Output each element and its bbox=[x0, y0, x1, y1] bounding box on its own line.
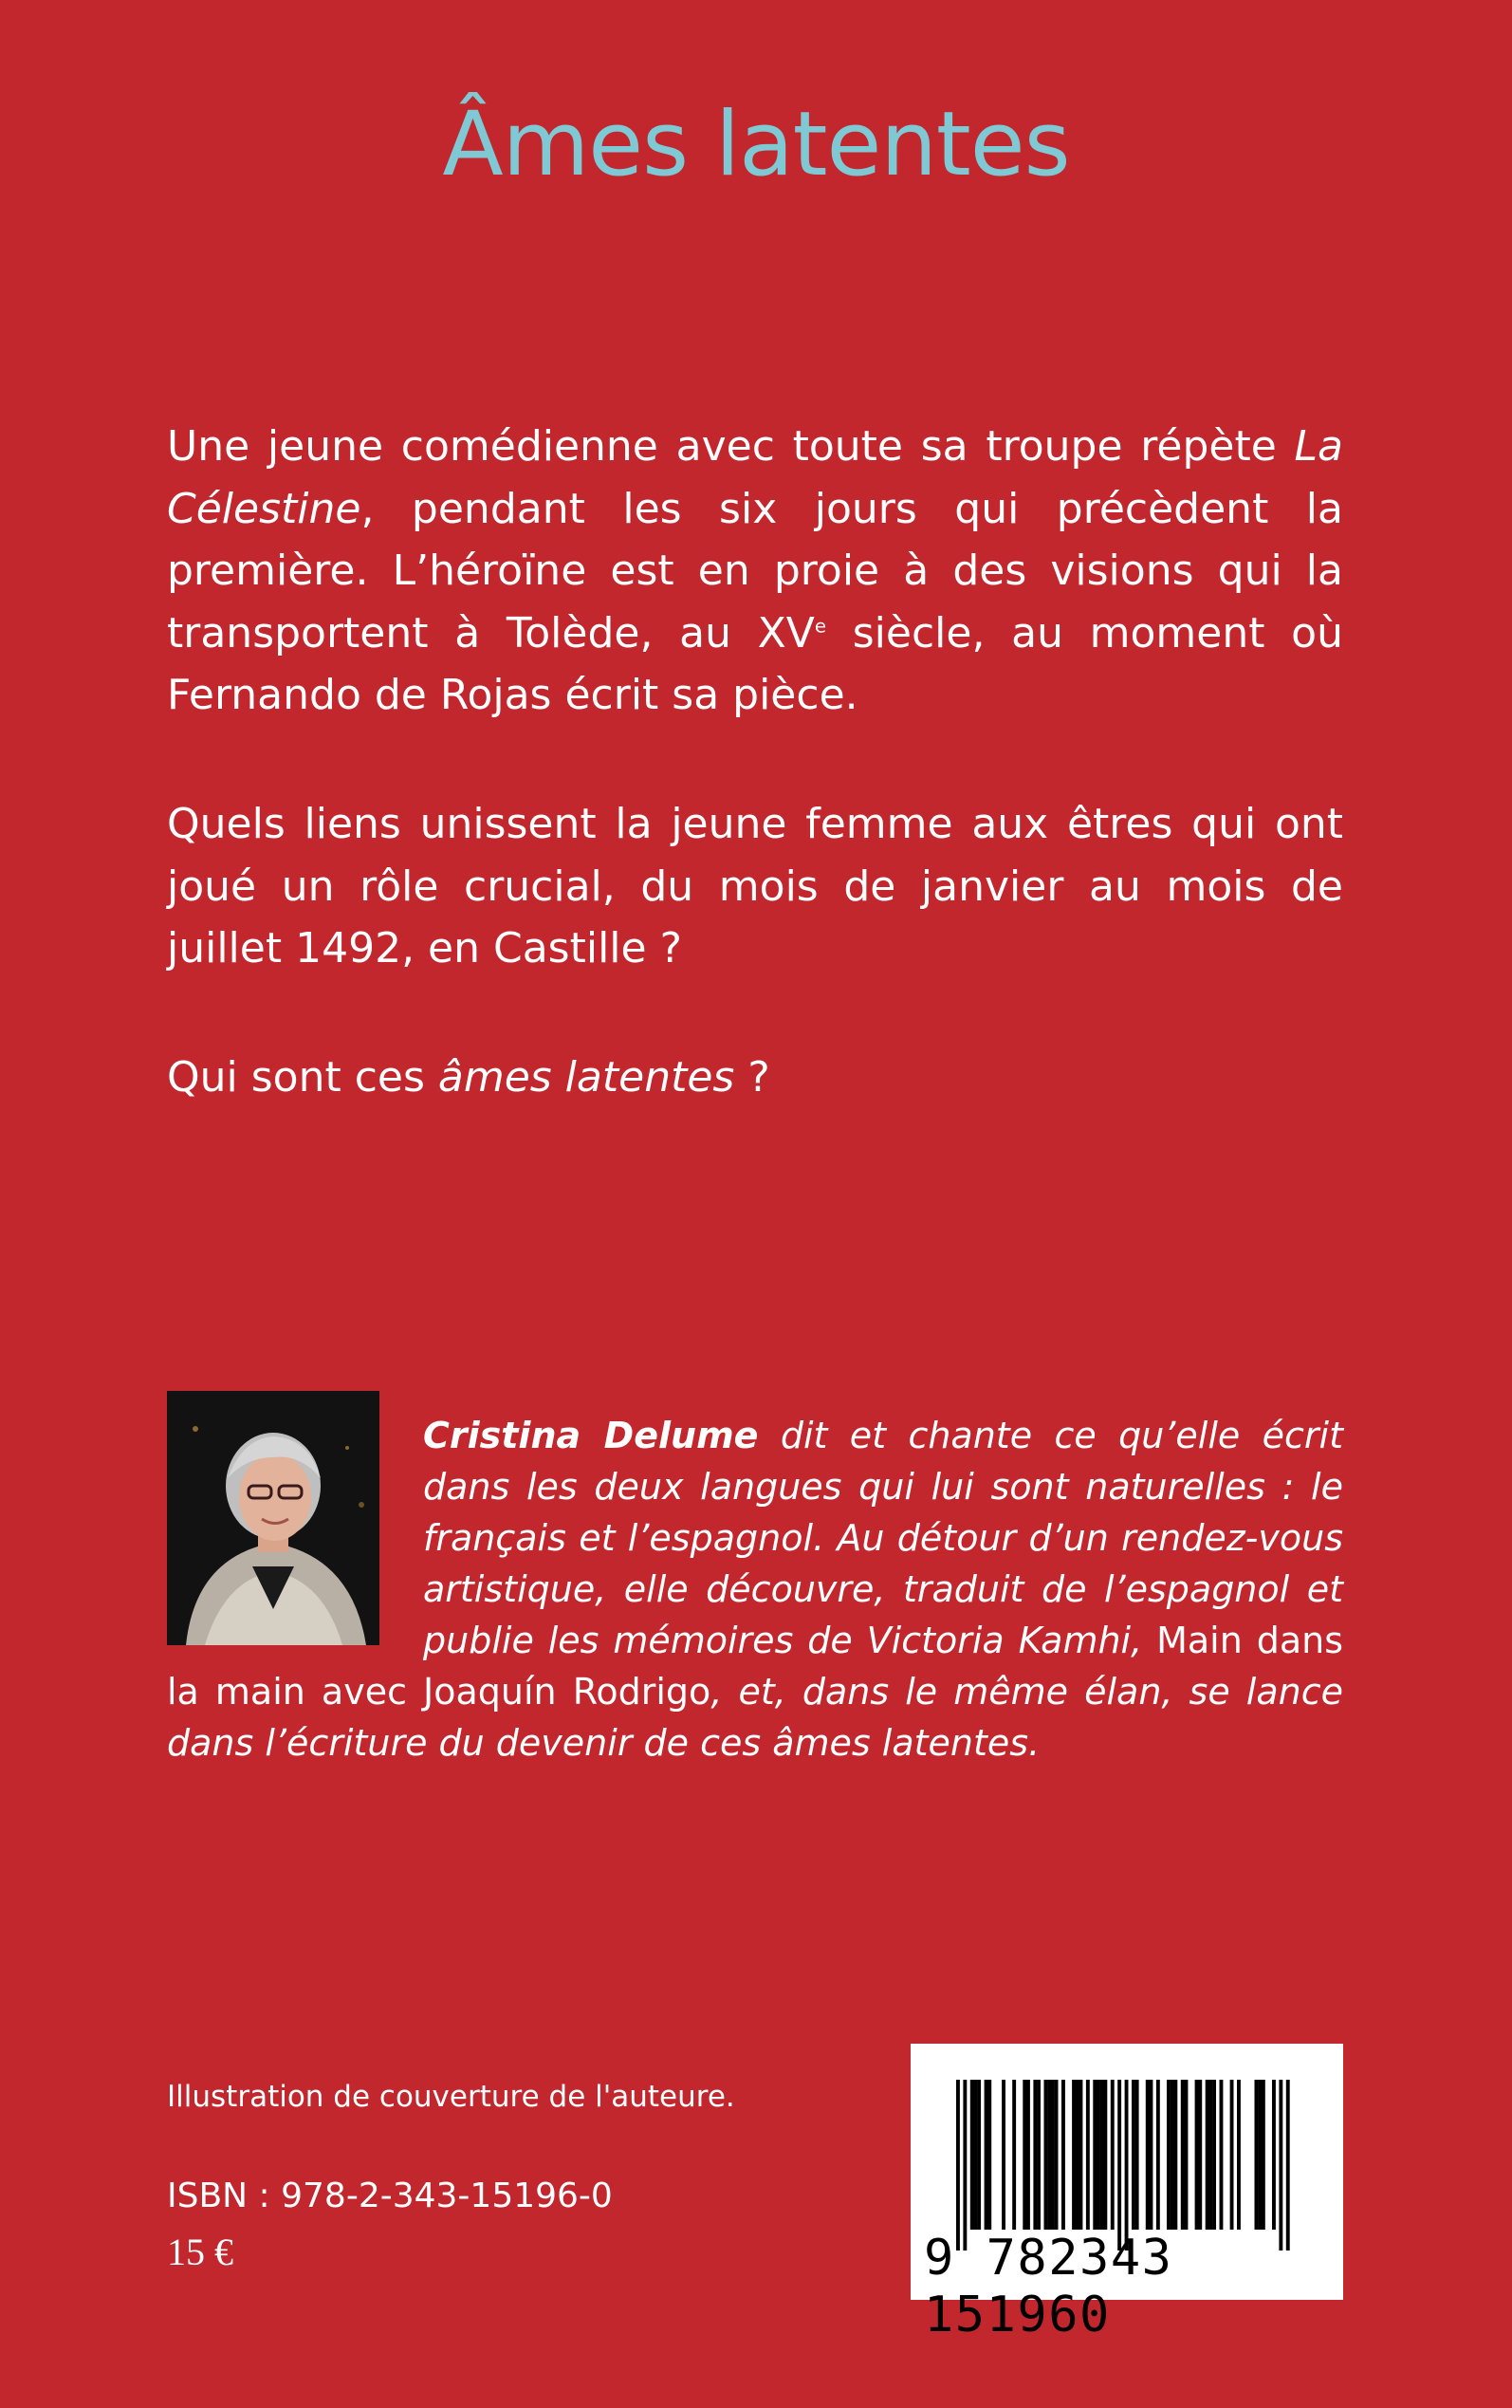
barcode-bar bbox=[1132, 2080, 1135, 2230]
barcode-bar bbox=[1286, 2080, 1290, 2251]
barcode-bar bbox=[1167, 2080, 1171, 2230]
barcode-bar bbox=[1044, 2080, 1048, 2230]
barcode-bar bbox=[1237, 2080, 1241, 2230]
barcode-bar bbox=[1055, 2080, 1059, 2230]
blurb-paragraph-2: Quels liens unissent la jeune femme aux êtres qui ont joué un rôle crucial, du mois de janvier au mois de juillet 1492, en Castille ? bbox=[167, 800, 1343, 972]
author-photo bbox=[167, 1391, 379, 1645]
barcode-bar bbox=[1117, 2080, 1121, 2251]
barcode-bar bbox=[987, 2080, 991, 2230]
barcode-bar bbox=[974, 2080, 978, 2230]
blurb-text: siècle, au moment où Fernando de Rojas écrit sa pièce. bbox=[167, 608, 1343, 719]
barcode-bar bbox=[1135, 2080, 1139, 2230]
barcode-bar bbox=[1097, 2080, 1100, 2230]
barcode-bar bbox=[977, 2080, 981, 2230]
barcode-bar bbox=[1086, 2080, 1090, 2230]
blurb-emphasis: âmes latentes bbox=[437, 1053, 735, 1102]
barcode-bar bbox=[1002, 2080, 1005, 2230]
author-bio-block bbox=[167, 1391, 1343, 1769]
barcode-bar bbox=[1181, 2080, 1185, 2230]
barcode-bar bbox=[1279, 2080, 1282, 2251]
barcode-bar bbox=[1103, 2080, 1107, 2230]
blurb-text: , pendant les six jours qui précèdent la première. L’héroïne est en proie à des visions qui la transportent à Tolède, au XV bbox=[167, 484, 1343, 658]
barcode-bar bbox=[1185, 2080, 1189, 2230]
barcode-bar bbox=[1146, 2080, 1150, 2230]
blurb-paragraph-3 bbox=[167, 1047, 1343, 1109]
bio-text: dit et chante ce qu’elle écrit dans les deux langues qui lui sont naturelles : le français et l’espagnol. Au détour d’un rendez-vous artistique, elle découvre, traduit de l’espagnol et publie les mémoires de Victoria Kamhi, bbox=[423, 1415, 1343, 1661]
barcode-bar bbox=[1156, 2080, 1160, 2230]
bio-text: , et, dans le même élan, se lance dans l’écriture du devenir de ces âmes latentes. bbox=[167, 1671, 1343, 1764]
barcode-bar bbox=[963, 2080, 967, 2251]
barcode-bar bbox=[1195, 2080, 1199, 2230]
blurb-paragraph-1 bbox=[167, 416, 1343, 727]
blurb-text: Qui sont ces bbox=[167, 1053, 438, 1102]
cover-credit: Illustration de couverture de l'auteure. bbox=[167, 2080, 735, 2114]
blurb-text: ? bbox=[734, 1053, 770, 1102]
blurb-text: Une jeune comédienne avec toute sa troupe répète bbox=[167, 422, 1295, 471]
barcode-bar bbox=[1100, 2080, 1104, 2230]
play-title: La Célestine bbox=[167, 422, 1343, 533]
barcode-bar bbox=[1258, 2080, 1262, 2230]
author-portrait-image bbox=[167, 1391, 379, 1645]
barcode-bar bbox=[1051, 2080, 1055, 2230]
book-title: Âmes latentes bbox=[442, 93, 1070, 196]
barcode bbox=[911, 2044, 1343, 2343]
barcode-bar bbox=[1047, 2080, 1051, 2230]
author-book-title: Main dans la main avec Joaquín Rodrigo bbox=[167, 1620, 1343, 1713]
barcode-bar bbox=[1061, 2080, 1065, 2230]
barcode-bar bbox=[1076, 2080, 1079, 2230]
barcode-bar bbox=[1212, 2080, 1216, 2230]
barcode-bar bbox=[1111, 2080, 1115, 2230]
barcode-bar bbox=[956, 2080, 960, 2251]
barcode-bar bbox=[1033, 2080, 1037, 2230]
barcode-bar bbox=[1171, 2080, 1174, 2230]
century-superscript: e bbox=[814, 614, 827, 637]
barcode-bar bbox=[1173, 2080, 1177, 2230]
isbn: ISBN : 978-2-343-15196-0 bbox=[167, 2176, 613, 2215]
barcode-bar bbox=[1208, 2080, 1212, 2230]
barcode-bar bbox=[1037, 2080, 1041, 2230]
barcode-bar bbox=[970, 2080, 974, 2230]
author-name: Cristina Delume bbox=[423, 1415, 759, 1456]
barcode-bar bbox=[1072, 2080, 1076, 2230]
barcode-bar bbox=[1079, 2080, 1083, 2230]
barcode-bar bbox=[1026, 2080, 1030, 2230]
barcode-bar bbox=[1206, 2080, 1209, 2230]
barcode-bar bbox=[1198, 2080, 1202, 2230]
barcode-bar bbox=[1262, 2080, 1265, 2230]
barcode-bar bbox=[1012, 2080, 1016, 2230]
barcode-bar bbox=[1093, 2080, 1097, 2230]
barcode-bar bbox=[1125, 2080, 1129, 2251]
barcode-bar bbox=[1255, 2080, 1259, 2230]
price: 15 € bbox=[167, 2231, 233, 2273]
barcode-digits: 9 782343 151960 bbox=[924, 2230, 1173, 2343]
barcode-bar bbox=[1230, 2080, 1234, 2230]
barcode-bar bbox=[1150, 2080, 1153, 2230]
barcode-bar bbox=[1272, 2080, 1276, 2230]
barcode-bar bbox=[1023, 2080, 1026, 2230]
barcode-bar bbox=[985, 2080, 988, 2230]
barcode-bar bbox=[1220, 2080, 1224, 2230]
